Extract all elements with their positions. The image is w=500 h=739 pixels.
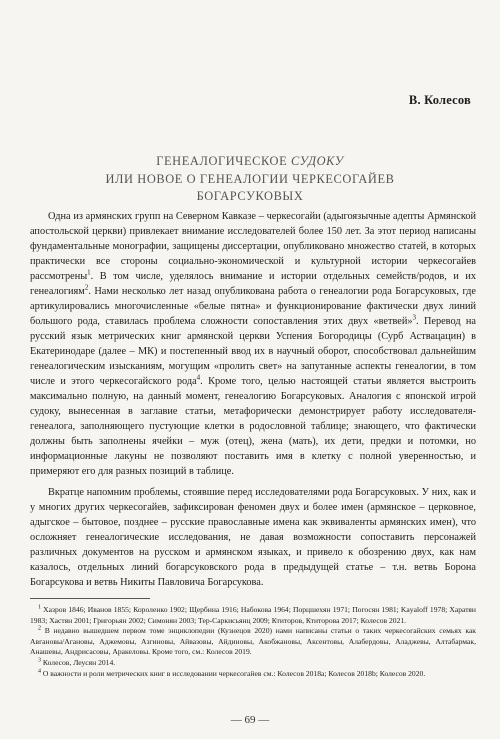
footnote-ref-4: 4 [196, 373, 201, 382]
title-line-2: ИЛИ НОВОЕ О ГЕНЕАЛОГИИ ЧЕРКЕСОГАЙЕВ [105, 171, 395, 186]
footnote-number: 3 [38, 657, 41, 664]
paragraph-2: Вкратце напомним проблемы, стоявшие перед исследователями рода Богарсуковых. У них, как и у многих других черкесогайев, зафиксирован феномен двух и более имен (армянское – церковное, адыгское – бытовое, позднее – русские православные имена как эквиваленты армянских имен), что осложняет генеалогические исследования, не давая возможности сопоставить персонажей различных документов на русском и армянском языках, и привело к обозрению двух, как нам казалось, отдельных линий богарсуковского рода в предыдущей статье – т.н. ветвь Борона Богарсукова и ветвь Никиты Павловича Богарсукова. [30, 487, 476, 588]
footnote-separator [30, 598, 150, 599]
footnote [30, 626, 476, 658]
title-line-3: БОГАРСУКОВЫХ [196, 189, 304, 203]
footnote-text: О важности и роли метрических книг в исследовании черкесогайев см.: Колесов 2018а; Колесов 2018b; Колесов 2020. [42, 668, 426, 678]
footnote [30, 605, 476, 626]
paragraph-1-text-e: . Кроме того, целью настоящей статьи является выстроить максимально полную, на данный момент, генеалогию Богарсуковых. Аналогия с японской игрой судоку, вынесенная в заглавие статьи, метафорически демонстрирует работу исследователя-генеалога, заполняющего пустующие клетки в родословной таблице; знающего, что фактически должны быть заполнены ячейки – муж (отец), жена (мать), их дети, предки и потомки, но информационные лакуны не позволяют поставить имя в клетку с полной уверенностью, и примеряют его для разных позиций в таблице. [30, 376, 476, 477]
paragraph-1 [30, 209, 476, 479]
footnote-ref-2: 2 [84, 283, 89, 292]
paragraph-1-text-a: Одна из армянских групп на Северном Кавказе – черкесогайи (адыгоязычные адепты Армянской апостольской церкви) привлекает внимание исследователей более 150 лет. За этот период написаны фундаментальные монографии, защищены диссертации, опубликовано множество статей, в которых практически все стороны социально-экономической и культурной истории черкесогайев рассмотрены [30, 211, 476, 282]
title-line-1-italic: СУДОКУ [290, 154, 344, 168]
footnote-number: 4 [38, 668, 41, 675]
footnote-text: В недавно вышедшем первом томе энциклопедии (Кузнецов 2020) нами написаны статьи о таких черкесогайских семьях как Авгановы/Агановы, Аджемовы, Азгиновы, Айвазовы, Айдиновы, Акобжановы, Аксентовы, Алабердовы, Аладжевы, Алтабармак, Анашевы, Андрисасовы, Аракеловы. Кроме того, см.: Колесов 2019. [30, 626, 477, 657]
article-body [30, 209, 476, 590]
footnote-ref-1: 1 [87, 268, 91, 277]
footnote-ref-3: 3 [412, 313, 417, 322]
footnote-text: Колесов, Леусян 2014. [42, 657, 116, 667]
running-header-author: В. Колесов [408, 93, 471, 107]
paragraph-1-text-c: . Нами несколько лет назад опубликована работа о генеалогии рода Богарсуковых, где артикулировались многочисленные «белые пятна» и функционирование фактически двух линий большого рода, ставилась проблема сложности сопоставления этих двух «ветвей» [30, 286, 476, 327]
footnote [30, 658, 476, 669]
paragraph-1-text-b: . В том числе, уделялось внимание и истории отдельных семейств/родов, и их генеалогиям [30, 271, 476, 297]
title-line-1 [0, 153, 500, 171]
footnote-number: 1 [38, 604, 41, 611]
paragraph-1-text-d: . Перевод на русский язык метрических книг армянской церкви Успения Богородицы (Сурб Аствацацин) в Екатеринодаре (далее – МК) и постепенный ввод их в научный оборот, способствовал дальнейшим генеалогическим изысканиям, могущим «пролить свет» на запутанные аспекты генеалогии, в том числе и этого черкесогайского рода [30, 316, 476, 387]
article-title [0, 153, 500, 206]
page-number: — 69 — [230, 714, 270, 726]
footnote-number: 2 [38, 625, 41, 632]
footnotes [30, 605, 476, 679]
footnote-text: Хазров 1846; Иванов 1855; Короленко 1902; Щербина 1916; Набокова 1964; Порцшехян 1971; Погосян 1981; Kayaloff 1978; Харатян 1983; Хастян 2001; Григорьян 2002; Симонян 2003; Тер-Саркисьянц 2009; Ктиторов, Ктиторова 2017; Колесов 2021. [30, 605, 476, 625]
footnote [30, 669, 476, 680]
title-line-1-text: ГЕНЕАЛОГИЧЕСКОЕ [156, 154, 291, 168]
